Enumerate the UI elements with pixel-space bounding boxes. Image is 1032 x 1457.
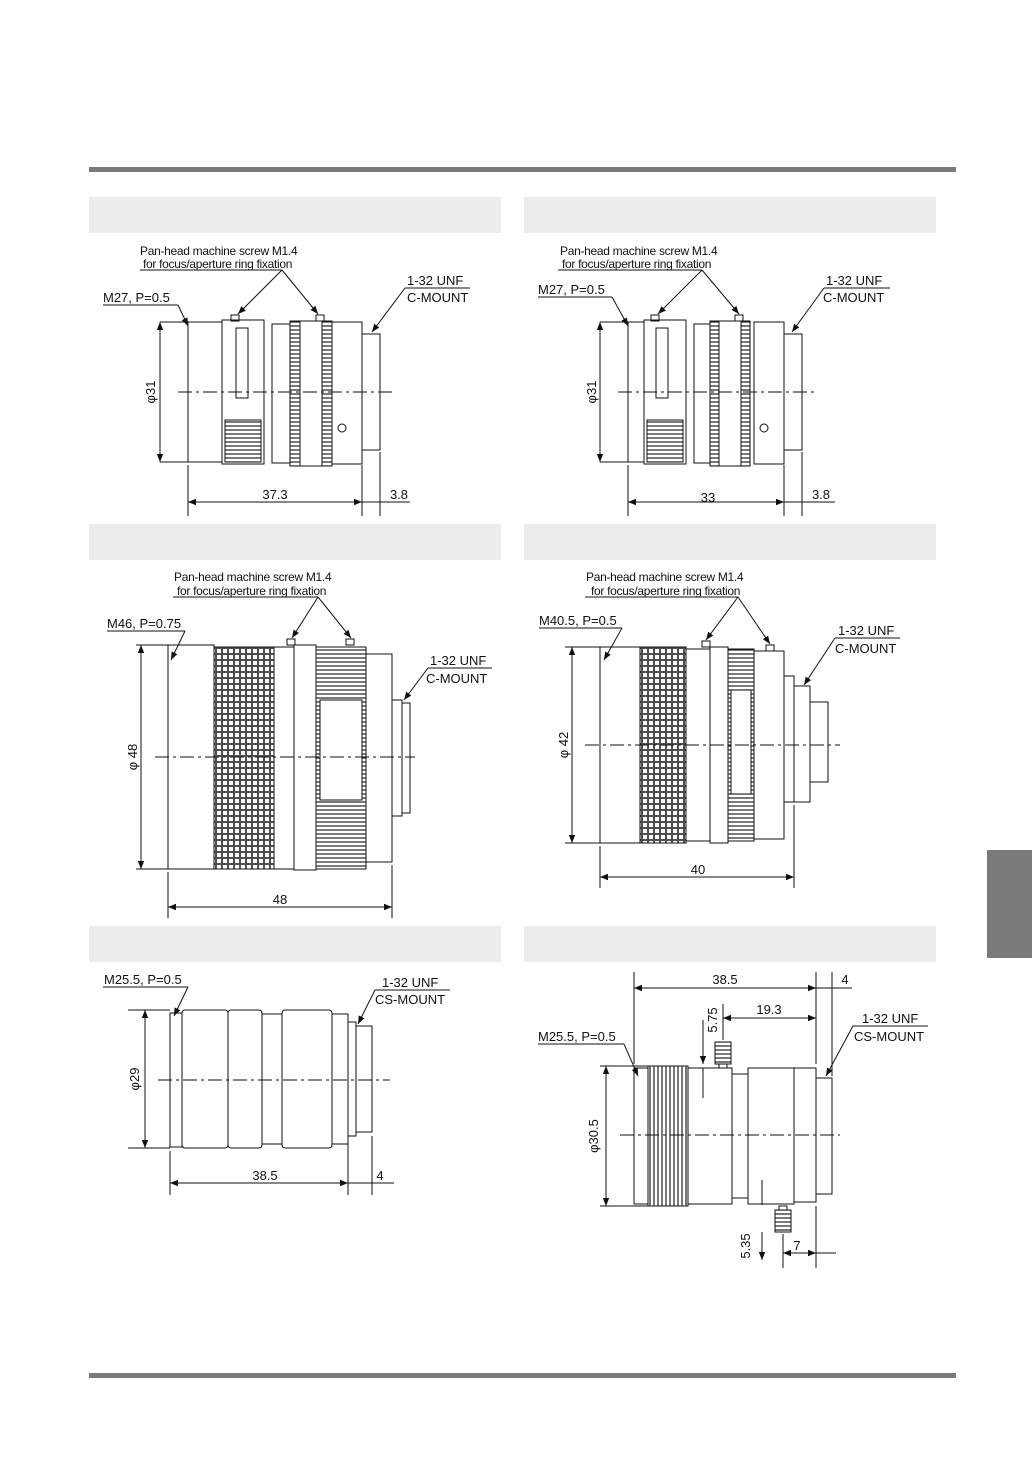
screw-note-2b: for focus/aperture ring fixation	[562, 257, 712, 271]
mount-label-2b: C-MOUNT	[823, 290, 885, 305]
length-label-4: 40	[690, 862, 706, 877]
mount-label-3b: C-MOUNT	[426, 671, 488, 686]
diameter-label-6: φ30.5	[586, 1119, 601, 1153]
mount-label-1a: 1-32 UNF	[407, 273, 464, 288]
flange-label-6: 4	[841, 972, 849, 987]
diameter-label-1: φ31	[143, 380, 158, 404]
mount-label-4a: 1-32 UNF	[838, 623, 895, 638]
mount-label-5a: 1-32 UNF	[382, 975, 439, 990]
mount-label-1b: C-MOUNT	[407, 290, 469, 305]
screw-note-4b: for focus/aperture ring fixation	[591, 584, 741, 598]
mount-label-3a: 1-32 UNF	[430, 653, 487, 668]
length-label-5: 38.5	[252, 1168, 278, 1183]
length-label-2: 33	[700, 490, 716, 505]
diameter-label-4: φ 42	[556, 731, 571, 759]
thread-label-4: M40.5, P=0.5	[539, 613, 617, 628]
screw-note-2a: Pan-head machine screw M1.4	[560, 244, 718, 258]
screw-note-4a: Pan-head machine screw M1.4	[586, 570, 744, 584]
lens-drawing-5	[103, 987, 450, 1195]
length-label-6: 38.5	[712, 972, 738, 987]
lens-drawing-3	[107, 597, 492, 918]
screw-gap-label-6: 7	[793, 1238, 801, 1253]
length-label-1: 37.3	[262, 487, 288, 502]
diameter-label-5: φ29	[127, 1067, 142, 1091]
flange-label-1: 3.8	[389, 487, 409, 502]
thread-label-3: M46, P=0.75	[107, 616, 182, 631]
mount-label-5b: CS-MOUNT	[375, 992, 446, 1007]
length-label-3: 48	[272, 892, 288, 907]
thread-label-5: M25.5, P=0.5	[104, 972, 182, 987]
screw-offset-label-6: 19.3	[756, 1002, 782, 1017]
thread-label-6: M25.5, P=0.5	[538, 1029, 616, 1044]
mount-label-6a: 1-32 UNF	[862, 1011, 919, 1026]
mount-label-4b: C-MOUNT	[835, 641, 897, 656]
lens-drawing-1	[103, 270, 470, 516]
screw-note-3b: for focus/aperture ring fixation	[177, 584, 327, 598]
screw-height-bottom-label-6: 5.35	[738, 1233, 753, 1259]
mount-label-6b: CS-MOUNT	[854, 1029, 925, 1044]
screw-note-1a: Pan-head machine screw M1.4	[140, 244, 298, 258]
screw-note-1b: for focus/aperture ring fixation	[143, 257, 293, 271]
flange-label-5: 4	[376, 1168, 384, 1183]
flange-label-2: 3.8	[811, 487, 831, 502]
mount-label-2a: 1-32 UNF	[826, 273, 883, 288]
thread-label-2: M27, P=0.5	[538, 282, 605, 297]
diameter-label-3: φ 48	[125, 743, 140, 771]
thread-label-1: M27, P=0.5	[103, 290, 170, 305]
screw-note-3a: Pan-head machine screw M1.4	[174, 570, 332, 584]
screw-height-top-label-6: 5.75	[705, 1007, 720, 1033]
diameter-label-2: φ31	[584, 380, 599, 404]
